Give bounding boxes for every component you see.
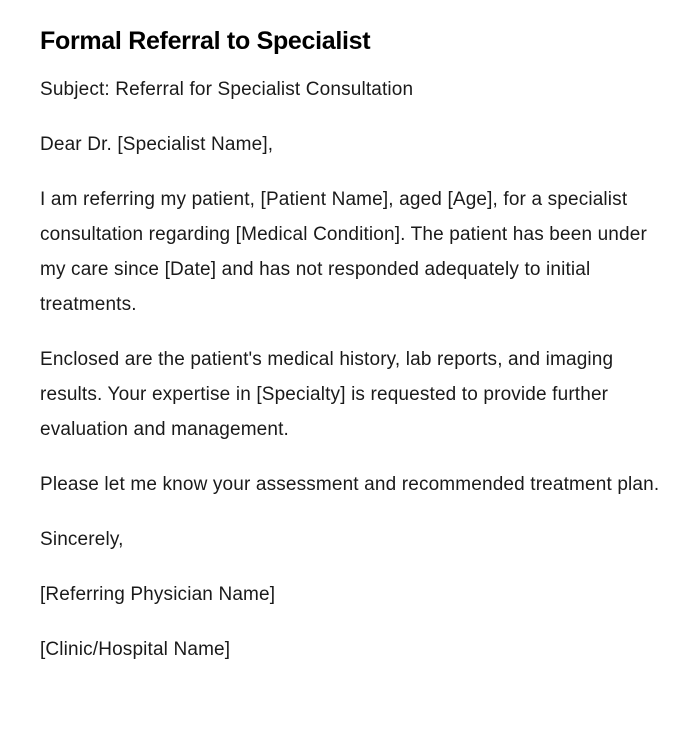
body-paragraph-enclosures: Enclosed are the patient's medical history, lab reports, and imaging results. Your expertise in [Specialty] is requested to provide further evaluation and management. — [40, 349, 614, 440]
signature-name: [Referring Physician Name] — [40, 584, 276, 605]
body-paragraph-referral: I am referring my patient, [Patient Name], aged [Age], for a specialist consultation regarding [Medical Condition]. The patient has been under my care since [Date] and has not responded adequately to initial treatments. — [40, 189, 647, 315]
closing: Sincerely, — [40, 529, 124, 550]
document-title: Formal Referral to Specialist — [40, 27, 371, 55]
subject-line: Subject: Referral for Specialist Consultation — [40, 79, 414, 100]
body-paragraph-request: Please let me know your assessment and recommended treatment plan. — [40, 474, 660, 495]
signature-organization: [Clinic/Hospital Name] — [40, 639, 231, 660]
salutation: Dear Dr. [Specialist Name], — [40, 134, 274, 155]
